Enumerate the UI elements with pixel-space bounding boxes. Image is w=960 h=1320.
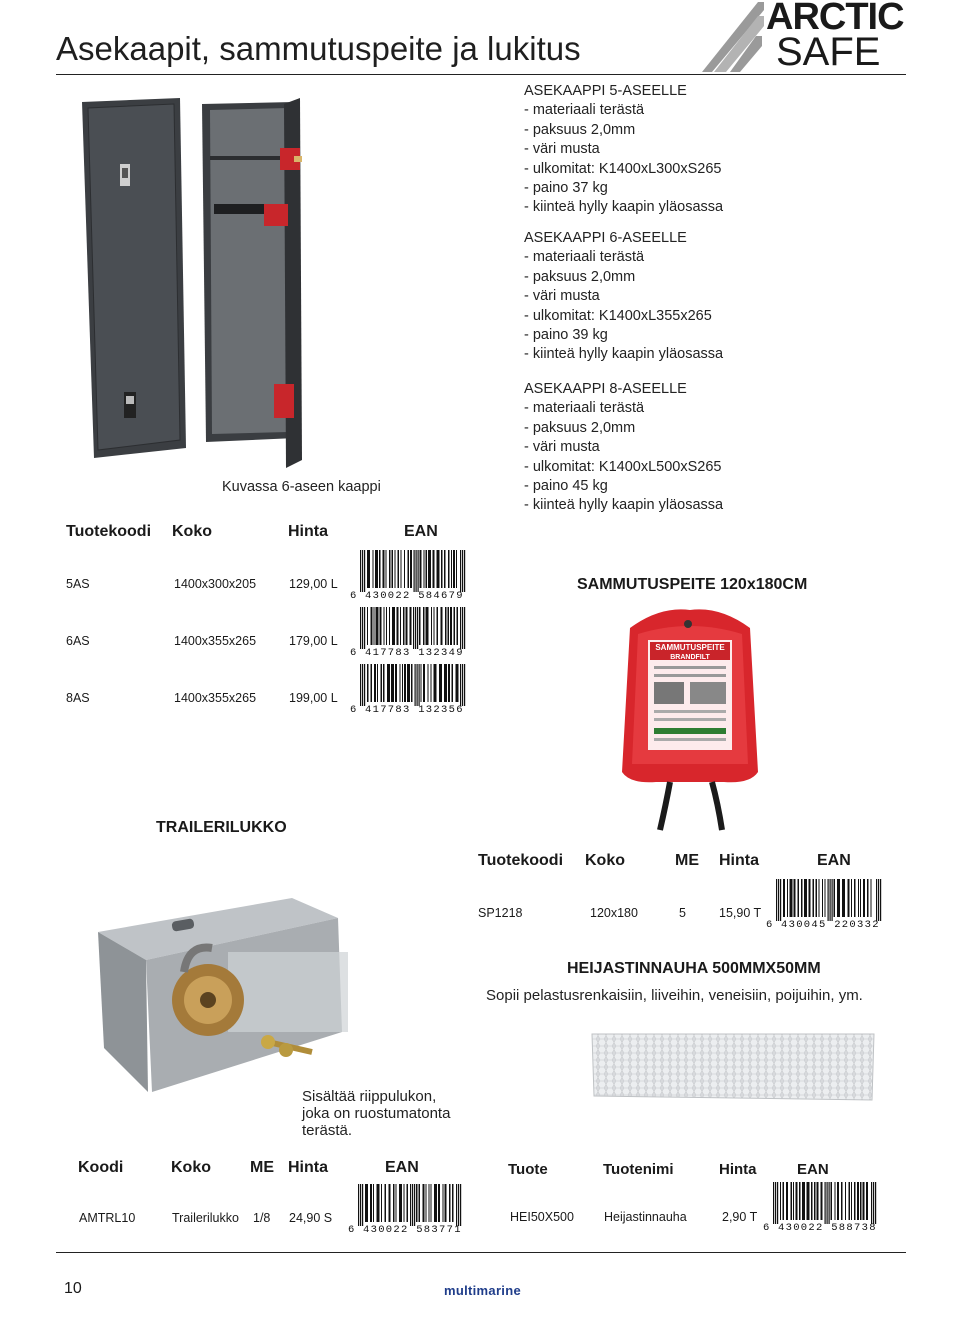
spec-line: - väri musta (524, 288, 600, 305)
spec-title: ASEKAAPPI 5-ASEELLE (524, 83, 687, 99)
logo-text-safe: SAFE (776, 30, 881, 74)
safe-table-header-price: Hinta (288, 523, 328, 540)
ean-digits: 430022 584679 (365, 590, 464, 602)
footer-rule (56, 1252, 906, 1253)
table-cell-size: 1400x355x265 (174, 691, 257, 705)
barcode-hei50x500 (773, 1182, 877, 1220)
table-cell-price: 129,00 L (289, 577, 338, 591)
spec-line: - paino 37 kg (524, 180, 608, 197)
blanket-table-header-me: ME (675, 852, 699, 869)
table-cell-code: AMTRL10 (79, 1211, 136, 1225)
tape-table-header-code: Tuote (508, 1161, 548, 1178)
tape-heading: HEIJASTINNAUHA 500MMX50MM (567, 960, 821, 977)
blanket-table-header-price: Hinta (719, 852, 759, 869)
page-title: Asekaapit, sammutuspeite ja lukitus (56, 30, 581, 67)
spec-line: - materiaali terästä (524, 102, 645, 119)
ean-digits: 430045 220332 (781, 919, 880, 931)
tape-table-header-name: Tuotenimi (603, 1161, 674, 1178)
lock-table-header-me: ME (250, 1159, 274, 1176)
ean-lead-digit: 6 (350, 647, 358, 659)
barcode-6as (360, 607, 466, 645)
lock-caption-line: joka on ruostumatonta (302, 1105, 451, 1122)
safe-table-header-size: Koko (172, 523, 212, 540)
table-cell-price: 15,90 T (719, 906, 762, 920)
table-cell-price: 2,90 T (722, 1210, 758, 1224)
spec-title: ASEKAAPPI 8-ASEELLE (524, 381, 687, 397)
trailer-lock-image (92, 892, 362, 1102)
blanket-table-header-ean: EAN (817, 852, 851, 869)
tape-table-header-ean: EAN (797, 1161, 829, 1178)
spec-line: - paksuus 2,0mm (524, 121, 636, 138)
lock-caption-line: Sisältää riippulukon, (302, 1088, 437, 1105)
barcode-sp1218 (776, 879, 882, 917)
blanket-table-header-code: Tuotekoodi (478, 852, 564, 869)
lock-table-header-code: Koodi (78, 1159, 124, 1176)
ean-lead-digit: 6 (350, 704, 358, 716)
ean-lead-digit: 6 (763, 1222, 771, 1234)
spec-line: - väri musta (524, 141, 600, 158)
tape-table-header-price: Hinta (719, 1161, 757, 1178)
table-cell-price: 199,00 L (289, 691, 338, 705)
spec-line: - ulkomitat: K1400xL300xS265 (524, 160, 722, 177)
safe-table-header-code: Tuotekoodi (66, 523, 152, 540)
tape-description: Sopii pelastusrenkaisiin, liiveihin, veneisiin, poijuihin, ym. (486, 987, 863, 1004)
safe-image-caption: Kuvassa 6-aseen kaappi (222, 479, 381, 495)
table-cell-code: 8AS (66, 691, 90, 705)
spec-title: ASEKAAPPI 6-ASEELLE (524, 230, 687, 246)
table-cell-me: 1/8 (253, 1211, 271, 1225)
lock-caption-line: terästä. (302, 1122, 353, 1139)
table-cell-size: Trailerilukko (172, 1211, 239, 1225)
table-cell-name: Heijastinnauha (604, 1210, 687, 1224)
spec-line: - paino 45 kg (524, 478, 608, 495)
ean-lead-digit: 6 (348, 1224, 356, 1236)
table-cell-price: 179,00 L (289, 634, 338, 648)
spec-line: - kiinteä hylly kaapin yläosassa (524, 346, 724, 363)
table-cell-code: HEI50X500 (510, 1210, 574, 1224)
barcode-8as (360, 664, 466, 702)
safe-table-header-ean: EAN (404, 523, 438, 540)
brand-logo: multimarine (444, 1283, 521, 1298)
ean-digits: 417783 132349 (365, 647, 464, 659)
spec-line: - paino 39 kg (524, 327, 608, 344)
table-cell-size: 1400x300x205 (174, 577, 257, 591)
ean-digits: 430022 583771 (363, 1224, 462, 1236)
logo-stripes-icon (700, 2, 764, 72)
page-number: 10 (64, 1280, 82, 1297)
spec-line: - paksuus 2,0mm (524, 268, 636, 285)
fire-blanket-image (620, 604, 760, 836)
spec-line: - ulkomitat: K1400xL355x265 (524, 307, 712, 324)
lock-table-header-price: Hinta (288, 1159, 328, 1176)
table-cell-code: 6AS (66, 634, 90, 648)
table-cell-me: 5 (679, 906, 686, 920)
blanket-label-line1: SAMMUTUSPEITE (655, 643, 725, 652)
spec-line: - kiinteä hylly kaapin yläosassa (524, 199, 724, 216)
table-cell-price: 24,90 S (289, 1211, 333, 1225)
header-rule (56, 74, 906, 75)
barcode-5as (360, 550, 466, 588)
blanket-table-header-size: Koko (585, 852, 625, 869)
barcode-amtrl10 (358, 1184, 462, 1222)
table-cell-code: SP1218 (478, 906, 523, 920)
blanket-heading: SAMMUTUSPEITE 120x180CM (577, 576, 808, 593)
gun-safe-image (74, 96, 314, 476)
lock-table-header-size: Koko (171, 1159, 211, 1176)
spec-line: - kiinteä hylly kaapin yläosassa (524, 497, 724, 514)
safe-spec-5 (524, 82, 723, 218)
table-cell-size: 1400x355x265 (174, 634, 257, 648)
lock-heading: TRAILERILUKKO (156, 819, 287, 836)
spec-line: - materiaali terästä (524, 249, 645, 266)
spec-line: - paksuus 2,0mm (524, 419, 636, 436)
ean-digits: 430022 588738 (778, 1222, 877, 1234)
ean-lead-digit: 6 (350, 590, 358, 602)
spec-line: - ulkomitat: K1400xL500xS265 (524, 458, 722, 475)
blanket-label-line2: BRANDFILT (670, 654, 710, 661)
safe-spec-8 (524, 380, 723, 516)
spec-line: - väri musta (524, 439, 600, 456)
spec-line: - materiaali terästä (524, 400, 645, 417)
reflective-tape-image (590, 1032, 876, 1102)
safe-spec-6 (524, 229, 723, 365)
table-cell-size: 120x180 (590, 906, 638, 920)
logo-text-arctic: ARCTIC (766, 0, 904, 38)
lock-caption (302, 1088, 450, 1139)
ean-lead-digit: 6 (766, 919, 774, 931)
ean-digits: 417783 132356 (365, 704, 464, 716)
table-cell-code: 5AS (66, 577, 90, 591)
lock-table-header-ean: EAN (385, 1159, 419, 1176)
